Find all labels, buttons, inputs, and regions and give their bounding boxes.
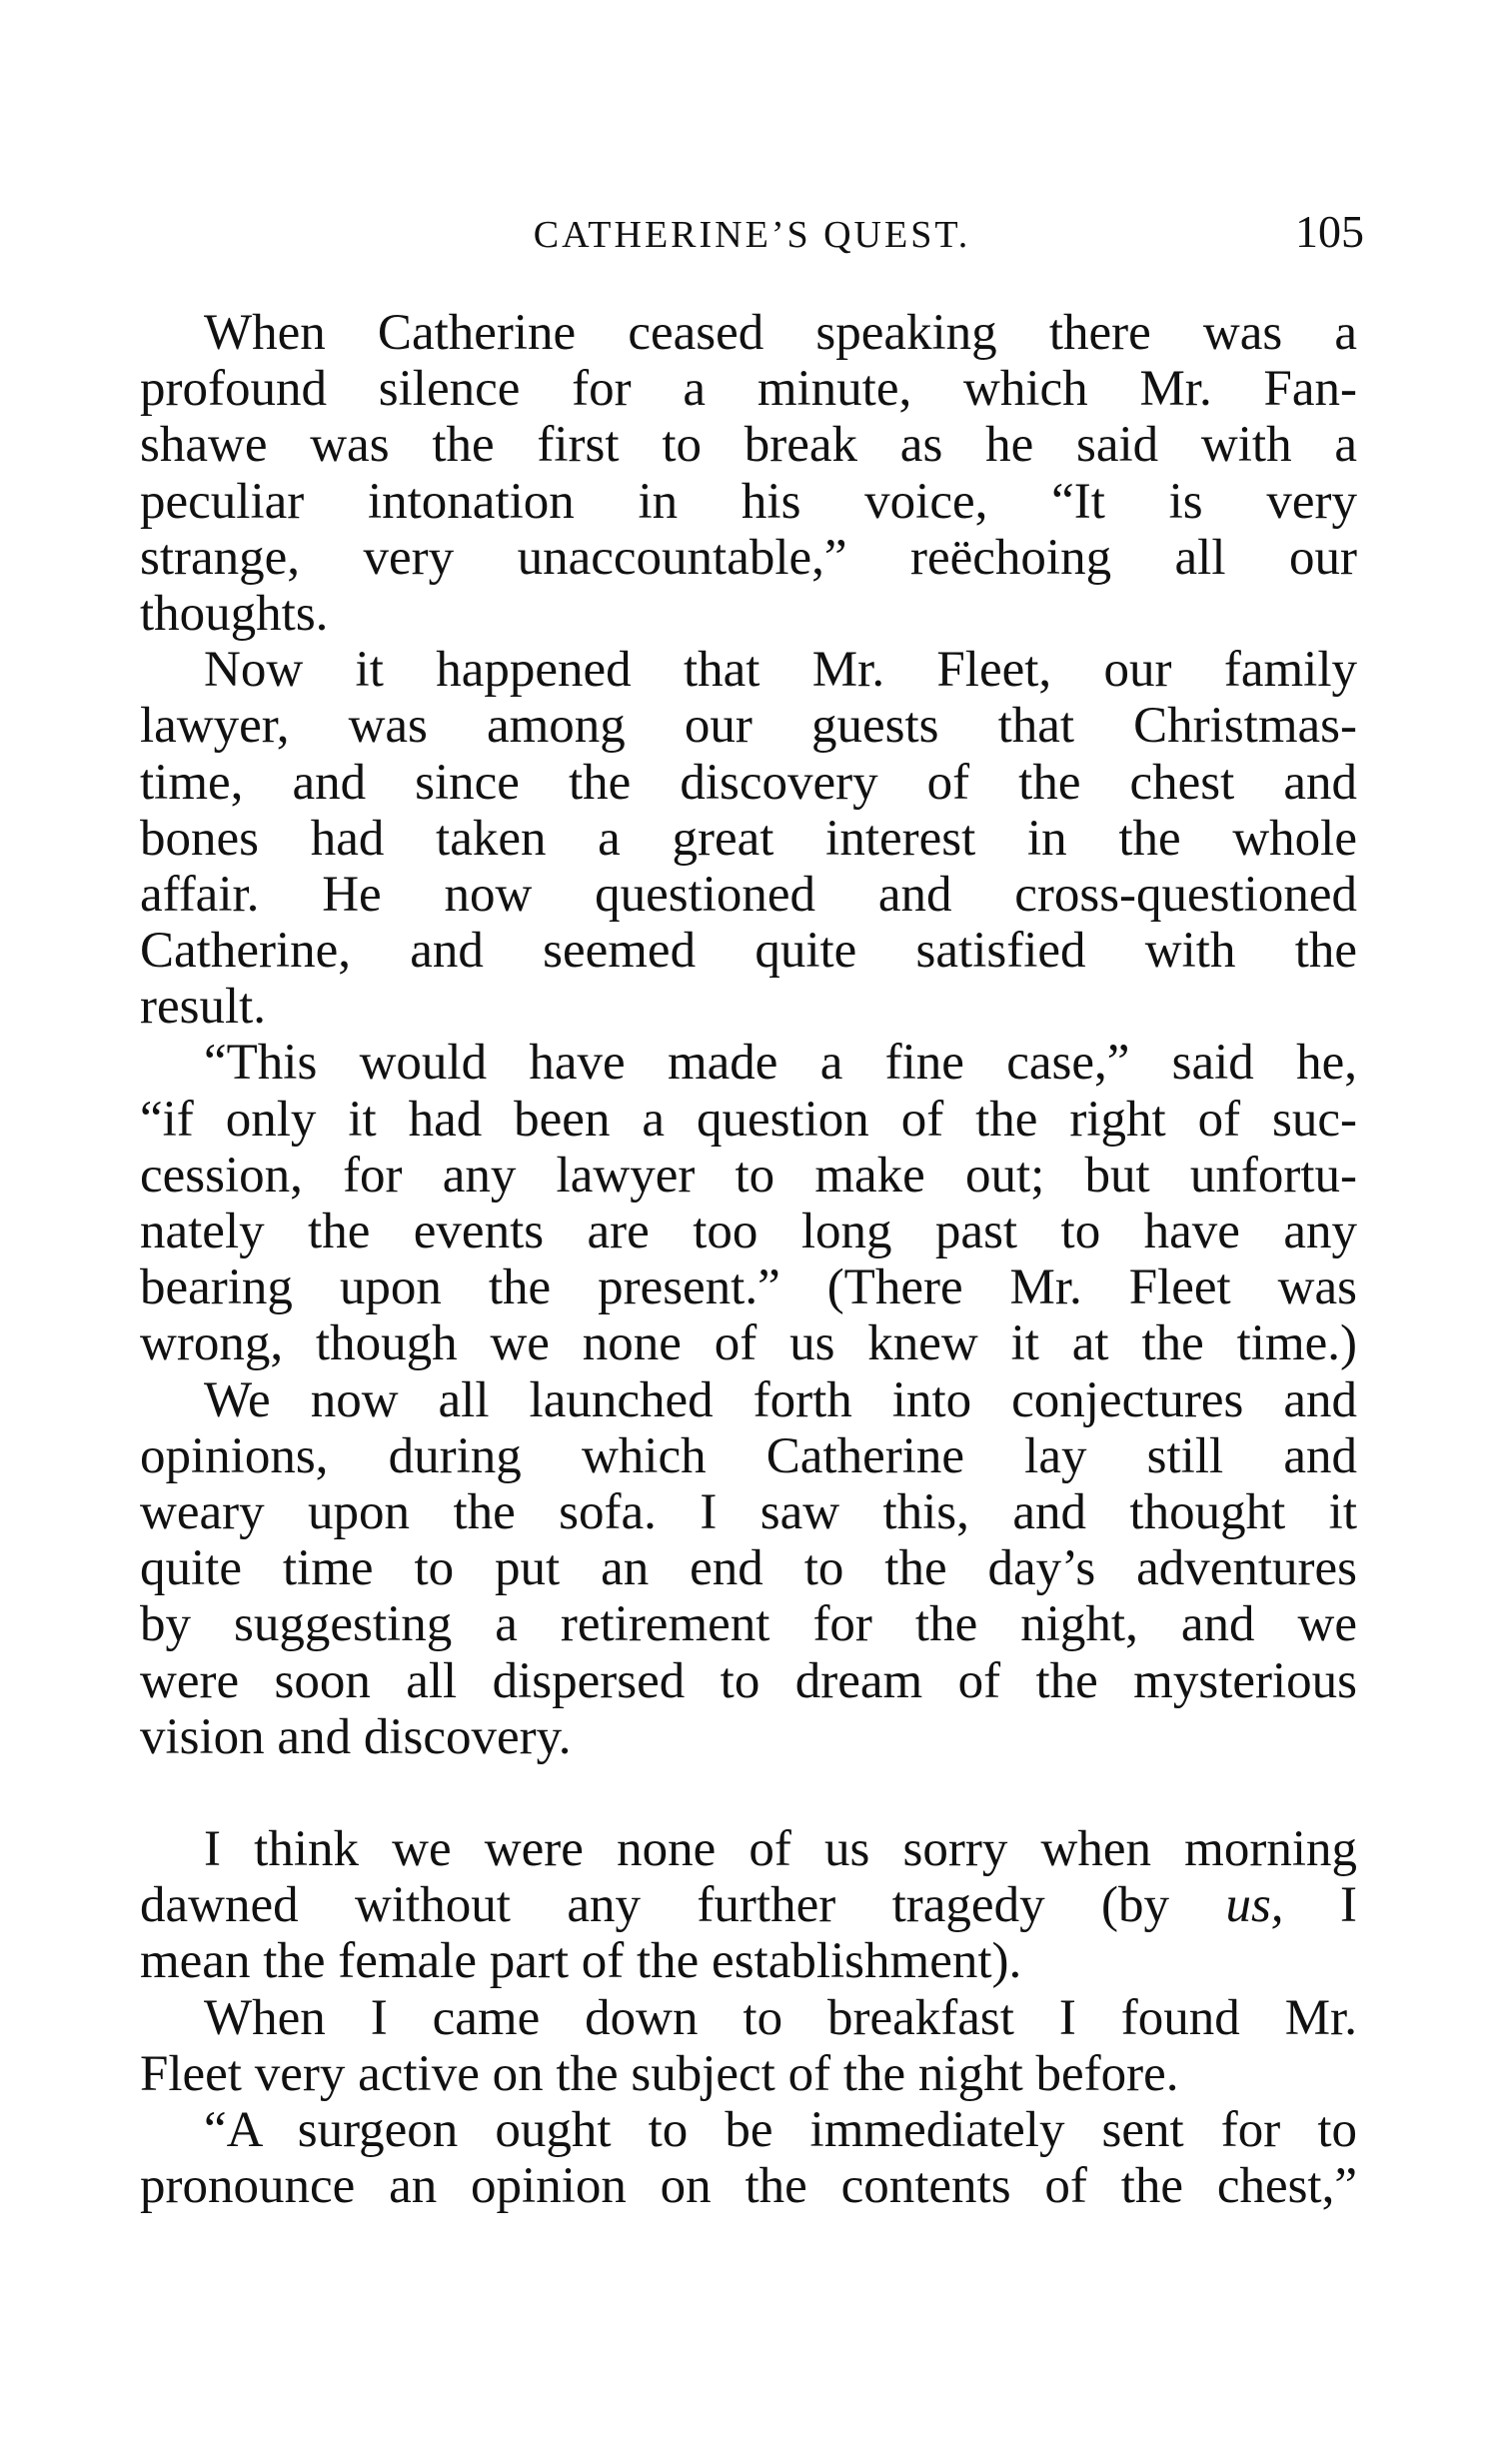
text-line: weary upon the sofa. I saw this, and thought it [140,1483,1357,1540]
page-header [140,205,1364,265]
text-line: Fleet very active on the subject of the night before. [140,2045,1179,2102]
text-line: time, and since the discovery of the chest and [140,754,1357,811]
text-segment: dawned without any further tragedy (by [140,1877,1226,1934]
text-line: mean the female part of the establishment). [140,1933,1022,1990]
text-line: cession, for any lawyer to make out; but unfortu- [140,1147,1357,1204]
text-line: Catherine, and seemed quite satisfied with the [140,923,1357,980]
text-segment: I [1283,1877,1357,1934]
text-line: affair. He now questioned and cross-questioned [140,866,1357,923]
text-line: “if only it had been a question of the right of suc- [140,1091,1357,1148]
text-line: thoughts. [140,585,329,642]
text-line: “This would have made a fine case,” said he, [204,1035,1357,1092]
text-line: peculiar intonation in his voice, “It is very [140,473,1357,530]
text-line: I think we were none of us sorry when morning [204,1821,1357,1878]
text-line [140,1877,1357,1933]
text-line: “A surgeon ought to be immediately sent for to [204,2102,1357,2158]
text-line: nately the events are too long past to have any [140,1204,1357,1259]
text-line: by suggesting a retirement for the night, and we [140,1596,1357,1653]
section-break [140,1765,1357,1821]
page-number: 105 [1295,206,1364,257]
text-line: wrong, though we none of us knew it at the time.) [140,1315,1357,1372]
text-line: profound silence for a minute, which Mr. Fan- [140,361,1357,418]
text-line: vision and discovery. [140,1708,572,1765]
text-line: Now it happened that Mr. Fleet, our family [204,642,1357,699]
text-line: lawyer, was among our guests that Christmas- [140,698,1357,755]
emphasis-text: us, [1225,1877,1284,1934]
text-line: were soon all dispersed to dream of the mysterious [140,1652,1357,1709]
text-line: opinions, during which Catherine lay still and [140,1427,1357,1484]
running-title: CATHERINE’S QUEST. [533,214,971,256]
text-line: shawe was the first to break as he said with a [140,417,1357,474]
text-line: bearing upon the present.” (There Mr. Fleet was [140,1259,1357,1316]
body-text [140,305,1357,2214]
text-line: pronounce an opinion on the contents of the chest,” [140,2158,1357,2215]
text-line: quite time to put an end to the day’s adventures [140,1540,1357,1597]
text-line: bones had taken a great interest in the whole [140,810,1357,867]
text-line: strange, very unaccountable,” reëchoing all our [140,529,1357,586]
text-line: result. [140,979,267,1036]
text-line: We now all launched forth into conjectures and [204,1371,1357,1428]
text-line: When Catherine ceased speaking there was a [204,305,1357,361]
text-line: When I came down to breakfast I found Mr. [204,1989,1357,2046]
